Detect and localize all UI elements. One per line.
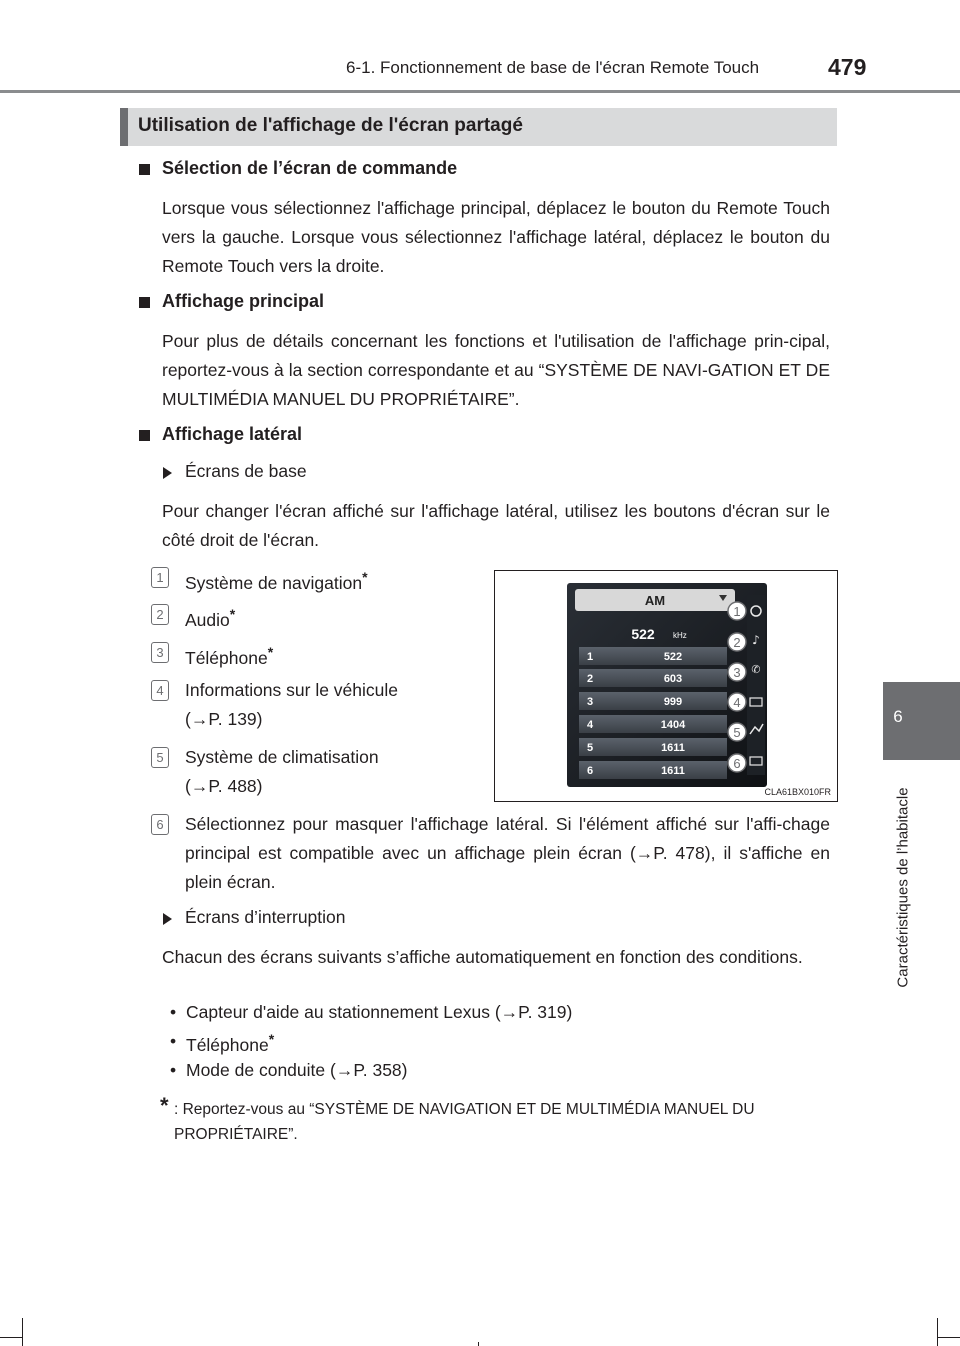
source-label: AM [644,593,666,608]
preset-row [579,669,727,687]
paragraph-main-display: Pour plus de détails concernant les fonctions et l'utilisation de l'affichage prin-cipal, reportez-vous à la section correspondante et au “SYSTÈME DE NAVI-GATION ET DE MULTIMÉDIA MANUEL DU PROPRIÉTAIRE”. [162,331,830,409]
preset-number: 2 [587,673,594,685]
preset-row [579,715,727,733]
callout-number: 6 [733,756,741,771]
preset-frequency: 522 [663,651,683,663]
callout-number: 4 [733,695,741,710]
running-header: 6-1. Fonctionnement de base de l'écran Remote Touch [346,58,760,77]
chapter-number: 6 [893,707,903,726]
square-bullet-icon [139,297,150,308]
preset-number: 3 [587,696,594,708]
heading-control-screen: Sélection de l’écran de commande [162,158,458,178]
crop-mark [937,1318,938,1346]
preset-frequency: 603 [663,673,683,685]
preset-number: 6 [587,765,594,777]
preset-frequency: 1611 [661,765,685,777]
heading-side-display: Affichage latéral [162,424,303,444]
figure-code: CLA61BX010FR [764,787,831,797]
subheading-interruption-screens: Écrans d’interruption [185,907,346,927]
item-navigation: Système de navigation* [185,569,368,593]
frequency-value: 522 [631,626,655,642]
preset-row [579,647,727,665]
callout-number: 2 [733,635,741,650]
callout-number: 3 [733,665,741,680]
crop-mark [938,1337,960,1338]
frequency-unit: kHz [673,631,687,640]
footnote-text: : Reportez-vous au “SYSTÈME DE NAVIGATION ET DE MULTIMÉDIA MANUEL DU PROPRIÉTAIRE”. [174,1101,755,1143]
item-vehicle-info-ref: (→P. 139) [185,709,263,729]
paragraph-interruption-screens: Chacun des écrans suivants s’affiche automatiquement en fonction des conditions. [162,947,803,967]
side-display-illustration [495,571,837,801]
item-audio: Audio* [185,606,236,630]
heading-main-display: Affichage principal [162,291,325,311]
section-title: Utilisation de l'affichage de l'écran partagé [138,115,523,136]
square-bullet-icon [139,430,150,441]
callout-number: 5 [733,725,741,740]
dot-bullet-icon: • [170,1060,177,1080]
preset-number: 4 [587,719,594,731]
section-title-bar [120,108,128,146]
crop-mark [22,1318,23,1346]
preset-frequency: 1611 [661,742,685,754]
page-number: 479 [828,54,867,80]
item-phone: Téléphone* [185,644,274,668]
audio-icon: ♪ [752,633,760,647]
preset-row [579,761,727,779]
paragraph-basic-screens: Pour changer l'écran affiché sur l'affichage latéral, utilisez les boutons d'écran sur le côté droit de l'écran. [162,501,830,550]
preset-frequency: 999 [663,696,683,708]
callout-number: 1 [733,604,741,619]
phone-icon: ✆ [751,663,761,676]
chapter-label: Caractéristiques de l’habitacle [894,787,912,988]
footnote-mark: * [160,1093,169,1118]
figure-side-display-screenshot [494,570,838,802]
number-badge: 3 [151,642,169,663]
preset-number: 5 [587,742,594,754]
item-hide-side-display: Sélectionnez pour masquer l'affichage latéral. Si l'élément affiché sur l'affi-chage principal est compatible avec un affichage plein écran (→P. 478), il s'affiche en plein écran. [185,814,830,892]
number-badge: 2 [151,604,169,625]
number-badge: 5 [151,747,169,768]
preset-frequency: 1404 [660,719,686,731]
item-vehicle-info: Informations sur le véhicule [185,680,399,700]
bullet-parking-sensor: Capteur d'aide au stationnement Lexus (→P. 319) [186,1002,573,1022]
square-bullet-icon [139,164,150,175]
preset-row [579,738,727,756]
number-badge: 4 [151,680,169,701]
number-badge: 1 [151,567,169,588]
subheading-basic-screens: Écrans de base [185,461,307,481]
triangle-bullet-icon [163,913,172,925]
item-climate-ref: (→P. 488) [185,776,263,796]
preset-number: 1 [587,651,594,663]
preset-row [579,692,727,710]
number-badge: 6 [151,814,169,835]
bullet-drive-mode: Mode de conduite (→P. 358) [186,1060,408,1080]
header-rule [0,90,960,93]
item-climate: Système de climatisation [185,747,379,767]
dot-bullet-icon: • [170,1002,177,1022]
bullet-phone: Téléphone* [186,1031,275,1055]
dot-bullet-icon: • [170,1031,177,1051]
crop-mark [0,1337,22,1338]
crop-mark [478,1342,479,1346]
triangle-bullet-icon [163,467,172,479]
side-button-strip [747,595,765,775]
paragraph-control-screen: Lorsque vous sélectionnez l'affichage principal, déplacez le bouton du Remote Touch vers la gauche. Lorsque vous sélectionnez l'affichage latéral, déplacez le bouton du Remote Touch vers la droite. [162,198,830,276]
